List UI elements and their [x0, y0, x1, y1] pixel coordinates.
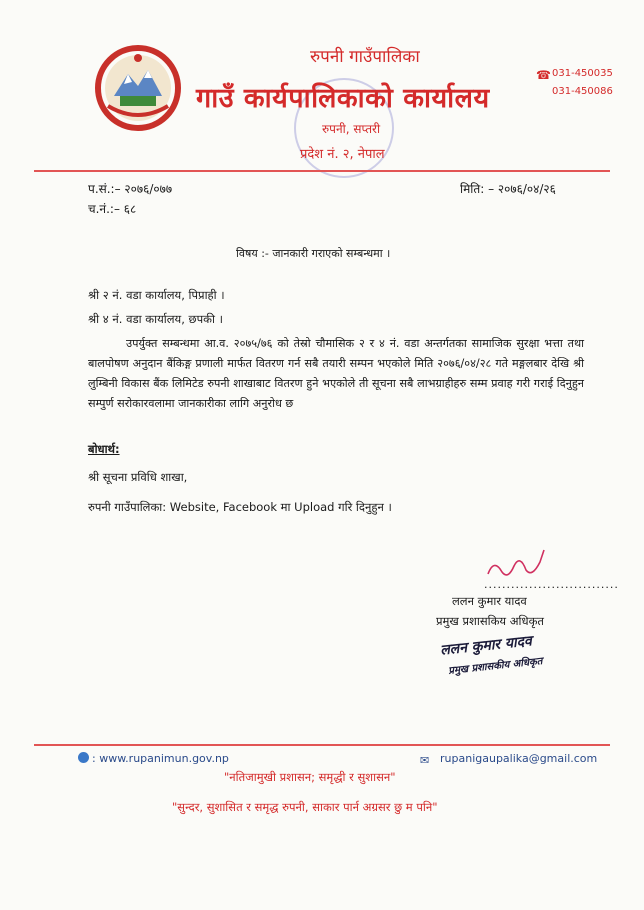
signatory-title: प्रमुख प्रशासकिय अधिकृत	[436, 614, 544, 628]
letter-date: मिति: – २०७६/०४/२६	[460, 182, 556, 196]
letter-body: उपर्युक्त सम्बन्धमा आ.व. २०७५/७६ को तेस्रो चौमासिक २ र ४ नं. वडा अन्तर्गतका सामाजिक सुरक्षा भत्ता तथा बालपोषण अनुदान बैंकिङ्ग प्रणाली मार्फत वितरण गर्न सबै तयारी सम्पन भएकोले मिति २०७६/०४/२८ गते मङ्गलबार देखि श्री लुम्बिनी विकास बैंक लिमिटेड रुपनी शाखाबाट वितरण हुने भएकोले ती सूचना सबै लाभग्राहीहरु सम्म प्रवाह गरी गराई दिनुहुन सम्पुर्ण सरोकारवलामा जानकारीका लागि अनुरोध छ	[88, 337, 584, 410]
office-name-small: रुपनी गाउँपालिका	[310, 47, 420, 67]
letter-subject: विषय :- जानकारी गराएको सम्बन्धमा ।	[236, 247, 391, 260]
stamp-title: प्रमुख प्रशासकीय अधिकृत	[447, 656, 543, 677]
header-divider	[34, 170, 610, 172]
mail-icon: ✉	[420, 754, 430, 767]
nepal-emblem-icon	[94, 44, 182, 132]
stamp-name: ललन कुमार यादव	[439, 633, 533, 659]
phone-number-1: 031-450035	[552, 68, 613, 79]
motto-line-2: "सुन्दर, सुशासित र समृद्ध रुपनी, साकार पार्न अग्रसर छु म पनि"	[172, 800, 438, 814]
cc-recipient-2: रुपनी गाउँपालिका: Website, Facebook मा Upload गरि दिनुहुन ।	[88, 500, 392, 514]
dispatch-number: च.नं.:– ६८	[88, 202, 137, 216]
reference-number: प.सं.:– २०७६/०७७	[88, 182, 173, 196]
email-link[interactable]: rupanigaupalika@gmail.com	[440, 752, 598, 765]
signature-line: ..............................	[484, 578, 619, 591]
phone-number-2: 031-450086	[552, 86, 613, 97]
globe-icon	[78, 752, 89, 763]
motto-line-1: "नतिजामुखी प्रशासन; समृद्धी र सुशासन"	[224, 770, 396, 784]
recipient-2: श्री ४ नं. वडा कार्यालय, छपकी ।	[88, 312, 223, 326]
recipient-1: श्री २ नं. वडा कार्यालय, पिप्राही ।	[88, 288, 225, 302]
office-name-large: गाउँ कार्यपालिकाको कार्यालय	[196, 83, 490, 114]
signatory-name: ललन कुमार यादव	[452, 594, 527, 608]
website-link[interactable]: : www.rupanimun.gov.np	[92, 752, 229, 765]
cc-heading: बोधार्थ:	[88, 442, 120, 456]
office-location: रुपनी, सप्तरी	[322, 122, 381, 136]
cc-recipient-1: श्री सूचना प्रविधि शाखा,	[88, 470, 188, 484]
footer-divider	[34, 744, 610, 746]
phone-icon: ☎	[536, 68, 551, 82]
office-province: प्रदेश नं. २, नेपाल	[300, 147, 385, 162]
